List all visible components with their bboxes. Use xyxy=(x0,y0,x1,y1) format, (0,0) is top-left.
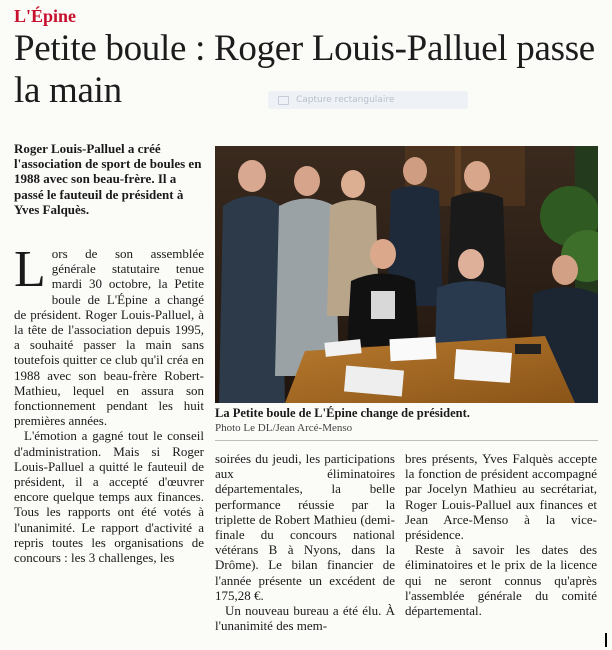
screenshot-icon xyxy=(278,96,289,105)
capture-overlay-hint[interactable] xyxy=(268,91,468,109)
drop-cap: L xyxy=(14,241,46,298)
photo-caption: La Petite boule de L'Épine change de président. xyxy=(215,406,470,420)
body-paragraph: bres présents, Yves Falquès accepte la fonction de président accompagné par Jocelyn Mathieu au secrétariat, Roger Louis-Palluel aux finances et Jean Arce-Menso à la vice-présidence. xyxy=(405,451,597,543)
body-column-2 xyxy=(215,451,395,633)
body-paragraph: L'émotion a gagné tout le conseil d'administration. Mais si Roger Louis-Palluel a quitté le fauteuil de président, il a accepté d'œuvrer encore quelque temps aux finances. Tous les rapports ont été votés à l'unanimité. Le rapport d'activité a repris toutes les organisations de concours : les 3 challenges, les xyxy=(14,428,204,566)
text-cursor xyxy=(605,633,607,647)
article-lede: Roger Louis-Palluel a créé l'association de sport de boules en 1988 avec son beau-frère. Il a passé le fauteuil de président à Yves Falquès. xyxy=(14,141,202,217)
photo-credit: Photo Le DL/Jean Arcé-Menso xyxy=(215,422,353,434)
photo-illustration xyxy=(215,146,598,403)
article-headline: Petite boule : Roger Louis-Palluel passe la main xyxy=(14,28,595,111)
section-kicker: L'Épine xyxy=(14,6,77,26)
body-column-3 xyxy=(405,451,597,618)
caption-divider xyxy=(215,440,598,441)
paragraph-text: ors de son assemblée générale statutaire tenue mardi 30 octobre, la Petite boule de L'Épine a changé de président. Roger Louis-Palluel, à la tête de l'association depuis 1995, a souhaité passer la main sans toutefois quitter ce club qu'il créa en 1988 avec son beau-frère Robert-Mathieu, lequel en assura son fonctionnement pendant les huit premières années. xyxy=(14,246,204,429)
body-column-1 xyxy=(14,241,204,566)
body-paragraph: soirées du jeudi, les participations aux éliminatoires départementales, la belle performance réussie par la triplette de Robert Mathieu (demi-finale du concours national vétérans B à Nyons, dans la Drôme). Le bilan financier de l'année présente un excédent de 175,28 €. xyxy=(215,451,395,603)
body-paragraph: Un nouveau bureau a été élu. À l'unanimité des mem- xyxy=(215,603,395,634)
capture-hint-label: Capture rectangulaire xyxy=(296,95,395,105)
body-paragraph: Reste à savoir les dates des éliminatoires et le prix de la licence qui ne seront connus qu'après l'assemblée générale du comité départemental. xyxy=(405,542,597,619)
group-photo xyxy=(215,146,598,403)
body-paragraph xyxy=(14,241,204,429)
